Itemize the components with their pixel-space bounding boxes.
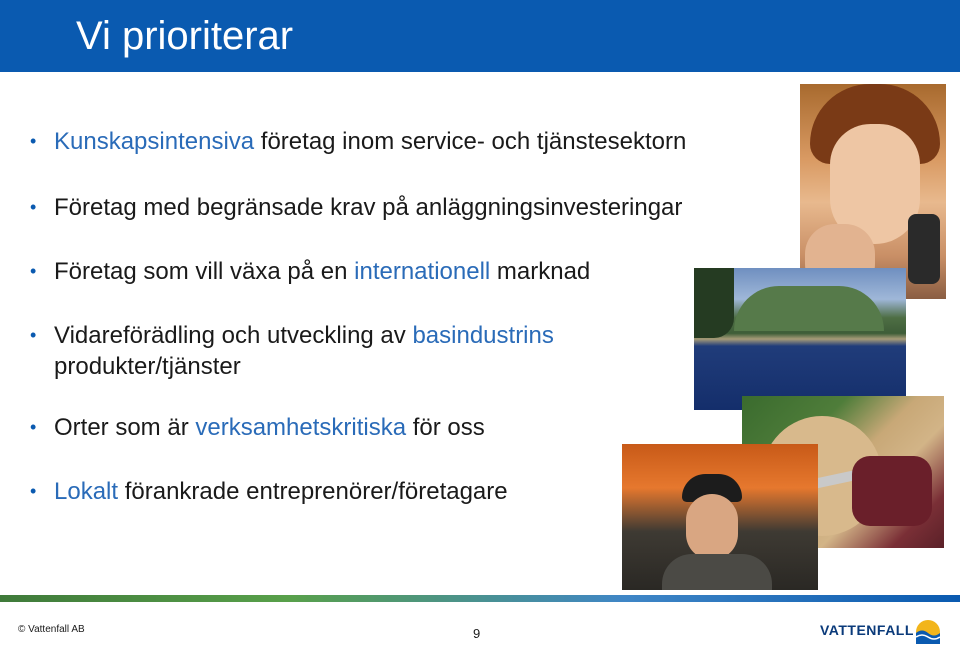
bullet-text-pre: Företag som vill växa på en (54, 258, 355, 285)
highlight-text: basindustrins (412, 322, 554, 349)
bullet-text-rest: förankrade entreprenörer/företagare (118, 478, 508, 505)
bullet-dot-icon: • (30, 481, 37, 501)
bullet-text-pre: Vidareförädling och utveckling av (54, 322, 413, 349)
footer-divider (0, 595, 960, 602)
vattenfall-logo-icon (914, 618, 942, 646)
page-number: 9 (473, 626, 481, 641)
copyright-text: © Vattenfall AB (18, 624, 85, 635)
bullet-text-line2: produkter/tjänster (54, 353, 241, 380)
bullet-text-pre: Orter som är (54, 414, 196, 441)
logo-text: VATTENFALL (820, 622, 914, 638)
bullet-text: Företag med begränsade krav på anläggningsinvesteringar (54, 194, 683, 221)
photo-man-worker (622, 444, 818, 590)
bullet-dot-icon: • (30, 131, 37, 151)
bullet-text (54, 412, 485, 443)
highlight-text: Kunskapsintensiva (54, 128, 255, 155)
highlight-text: internationell (354, 258, 491, 285)
bullet-text-rest: företag inom service- och tjänstesektorn (254, 128, 687, 155)
bullet-dot-icon: • (30, 417, 37, 437)
bullet-text (54, 320, 554, 382)
photo-woman-on-phone (800, 84, 946, 299)
bullet-dot-icon: • (30, 325, 37, 345)
photo-lake-landscape (694, 268, 906, 410)
bullet-text (54, 256, 590, 287)
bullet-text (54, 476, 508, 507)
highlight-text: verksamhetskritiska (195, 414, 407, 441)
bullet-text (54, 126, 686, 157)
bullet-dot-icon: • (30, 261, 37, 281)
phone-icon (908, 214, 940, 284)
title-bar (0, 0, 960, 72)
highlight-text: Lokalt (54, 478, 119, 505)
bullet-dot-icon: • (30, 197, 37, 217)
slide-title: Vi prioriterar (76, 14, 294, 58)
bullet-text-post: marknad (490, 258, 591, 285)
bullet-text-post: för oss (406, 414, 485, 441)
